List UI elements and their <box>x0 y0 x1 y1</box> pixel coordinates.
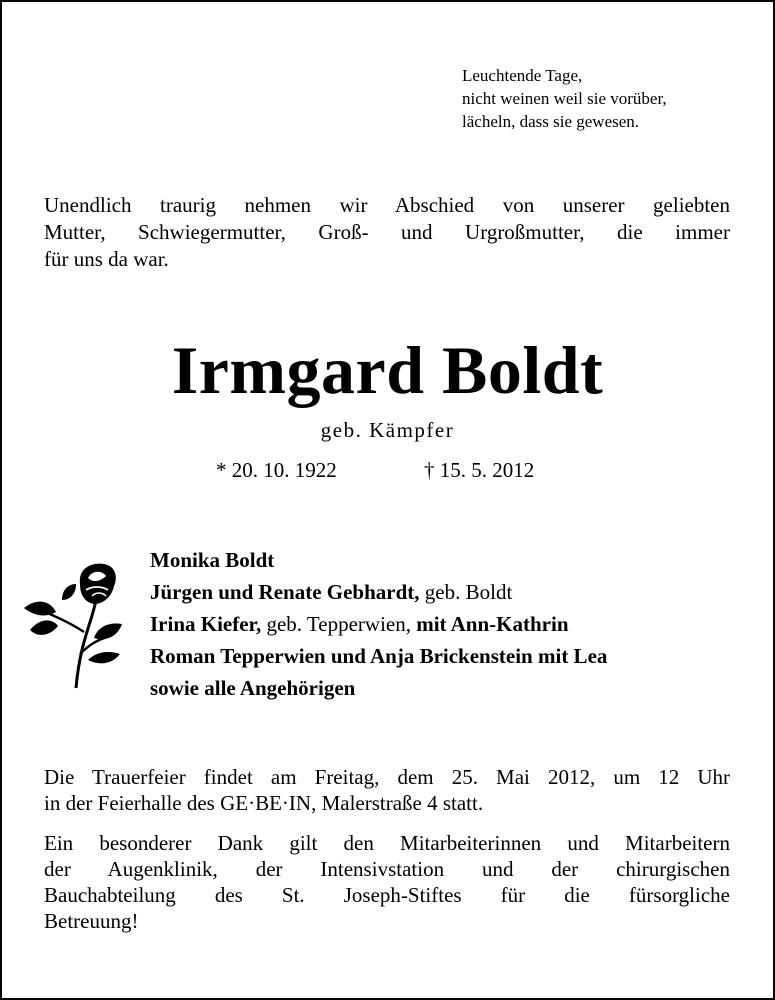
farewell-line: Mutter, Schwiegermutter, Groß- und Urgroßmutter, die immer <box>44 220 730 244</box>
funeral-line: Die Trauerfeier findet am Freitag, dem 25. Mai 2012, um 12 Uhr <box>44 765 730 789</box>
farewell-text <box>44 192 730 273</box>
maiden-name: geb. Kämpfer <box>320 418 455 442</box>
mourner-line <box>150 640 607 672</box>
thanks-text <box>44 830 730 934</box>
thanks-line: Betreuung! <box>44 909 139 933</box>
mourner-line <box>150 672 607 704</box>
birth-date: * 20. 10. 1922 <box>216 458 337 482</box>
mourner-line <box>150 544 607 576</box>
funeral-info <box>44 764 730 816</box>
death-date: † 15. 5. 2012 <box>424 458 535 482</box>
mourner-name: mit Ann-Kathrin <box>416 612 569 636</box>
memorial-poem <box>462 64 667 133</box>
mourner-name: Jürgen und Renate Gebhardt, <box>150 580 420 604</box>
thanks-line: Ein besonderer Dank gilt den Mitarbeiterinnen und Mitarbeitern <box>44 831 730 855</box>
mourner-maiden: geb. Tepperwien, <box>261 612 417 636</box>
mourner-name: sowie alle Angehörigen <box>150 676 356 700</box>
mourner-name: Monika Boldt <box>150 548 275 572</box>
poem-line: Leuchtende Tage, <box>462 66 583 85</box>
mourners-list <box>150 544 607 704</box>
poem-line: nicht weinen weil sie vorüber, <box>462 89 667 108</box>
poem-line: lächeln, dass sie gewesen. <box>462 112 640 131</box>
thanks-line: der Augenklinik, der Intensivstation und der chirurgischen <box>44 857 730 881</box>
mourner-name: Irina Kiefer, <box>150 612 262 636</box>
mourner-maiden: geb. Boldt <box>419 580 513 604</box>
rose-icon <box>22 562 127 690</box>
mourner-line <box>150 576 607 608</box>
thanks-line: Bauchabteilung des St. Joseph-Stiftes für die fürsorgliche <box>44 883 730 907</box>
farewell-line: Unendlich traurig nehmen wir Abschied von unserer geliebten <box>44 193 730 217</box>
mourner-name: Roman Tepperwien und Anja Brickenstein mit Lea <box>150 644 608 668</box>
funeral-line: in der Feierhalle des GE·BE·IN, Malerstraße 4 statt. <box>44 791 484 815</box>
mourner-line <box>150 608 607 640</box>
farewell-line: für uns da war. <box>44 247 169 271</box>
deceased-name: Irmgard Boldt <box>171 332 604 408</box>
